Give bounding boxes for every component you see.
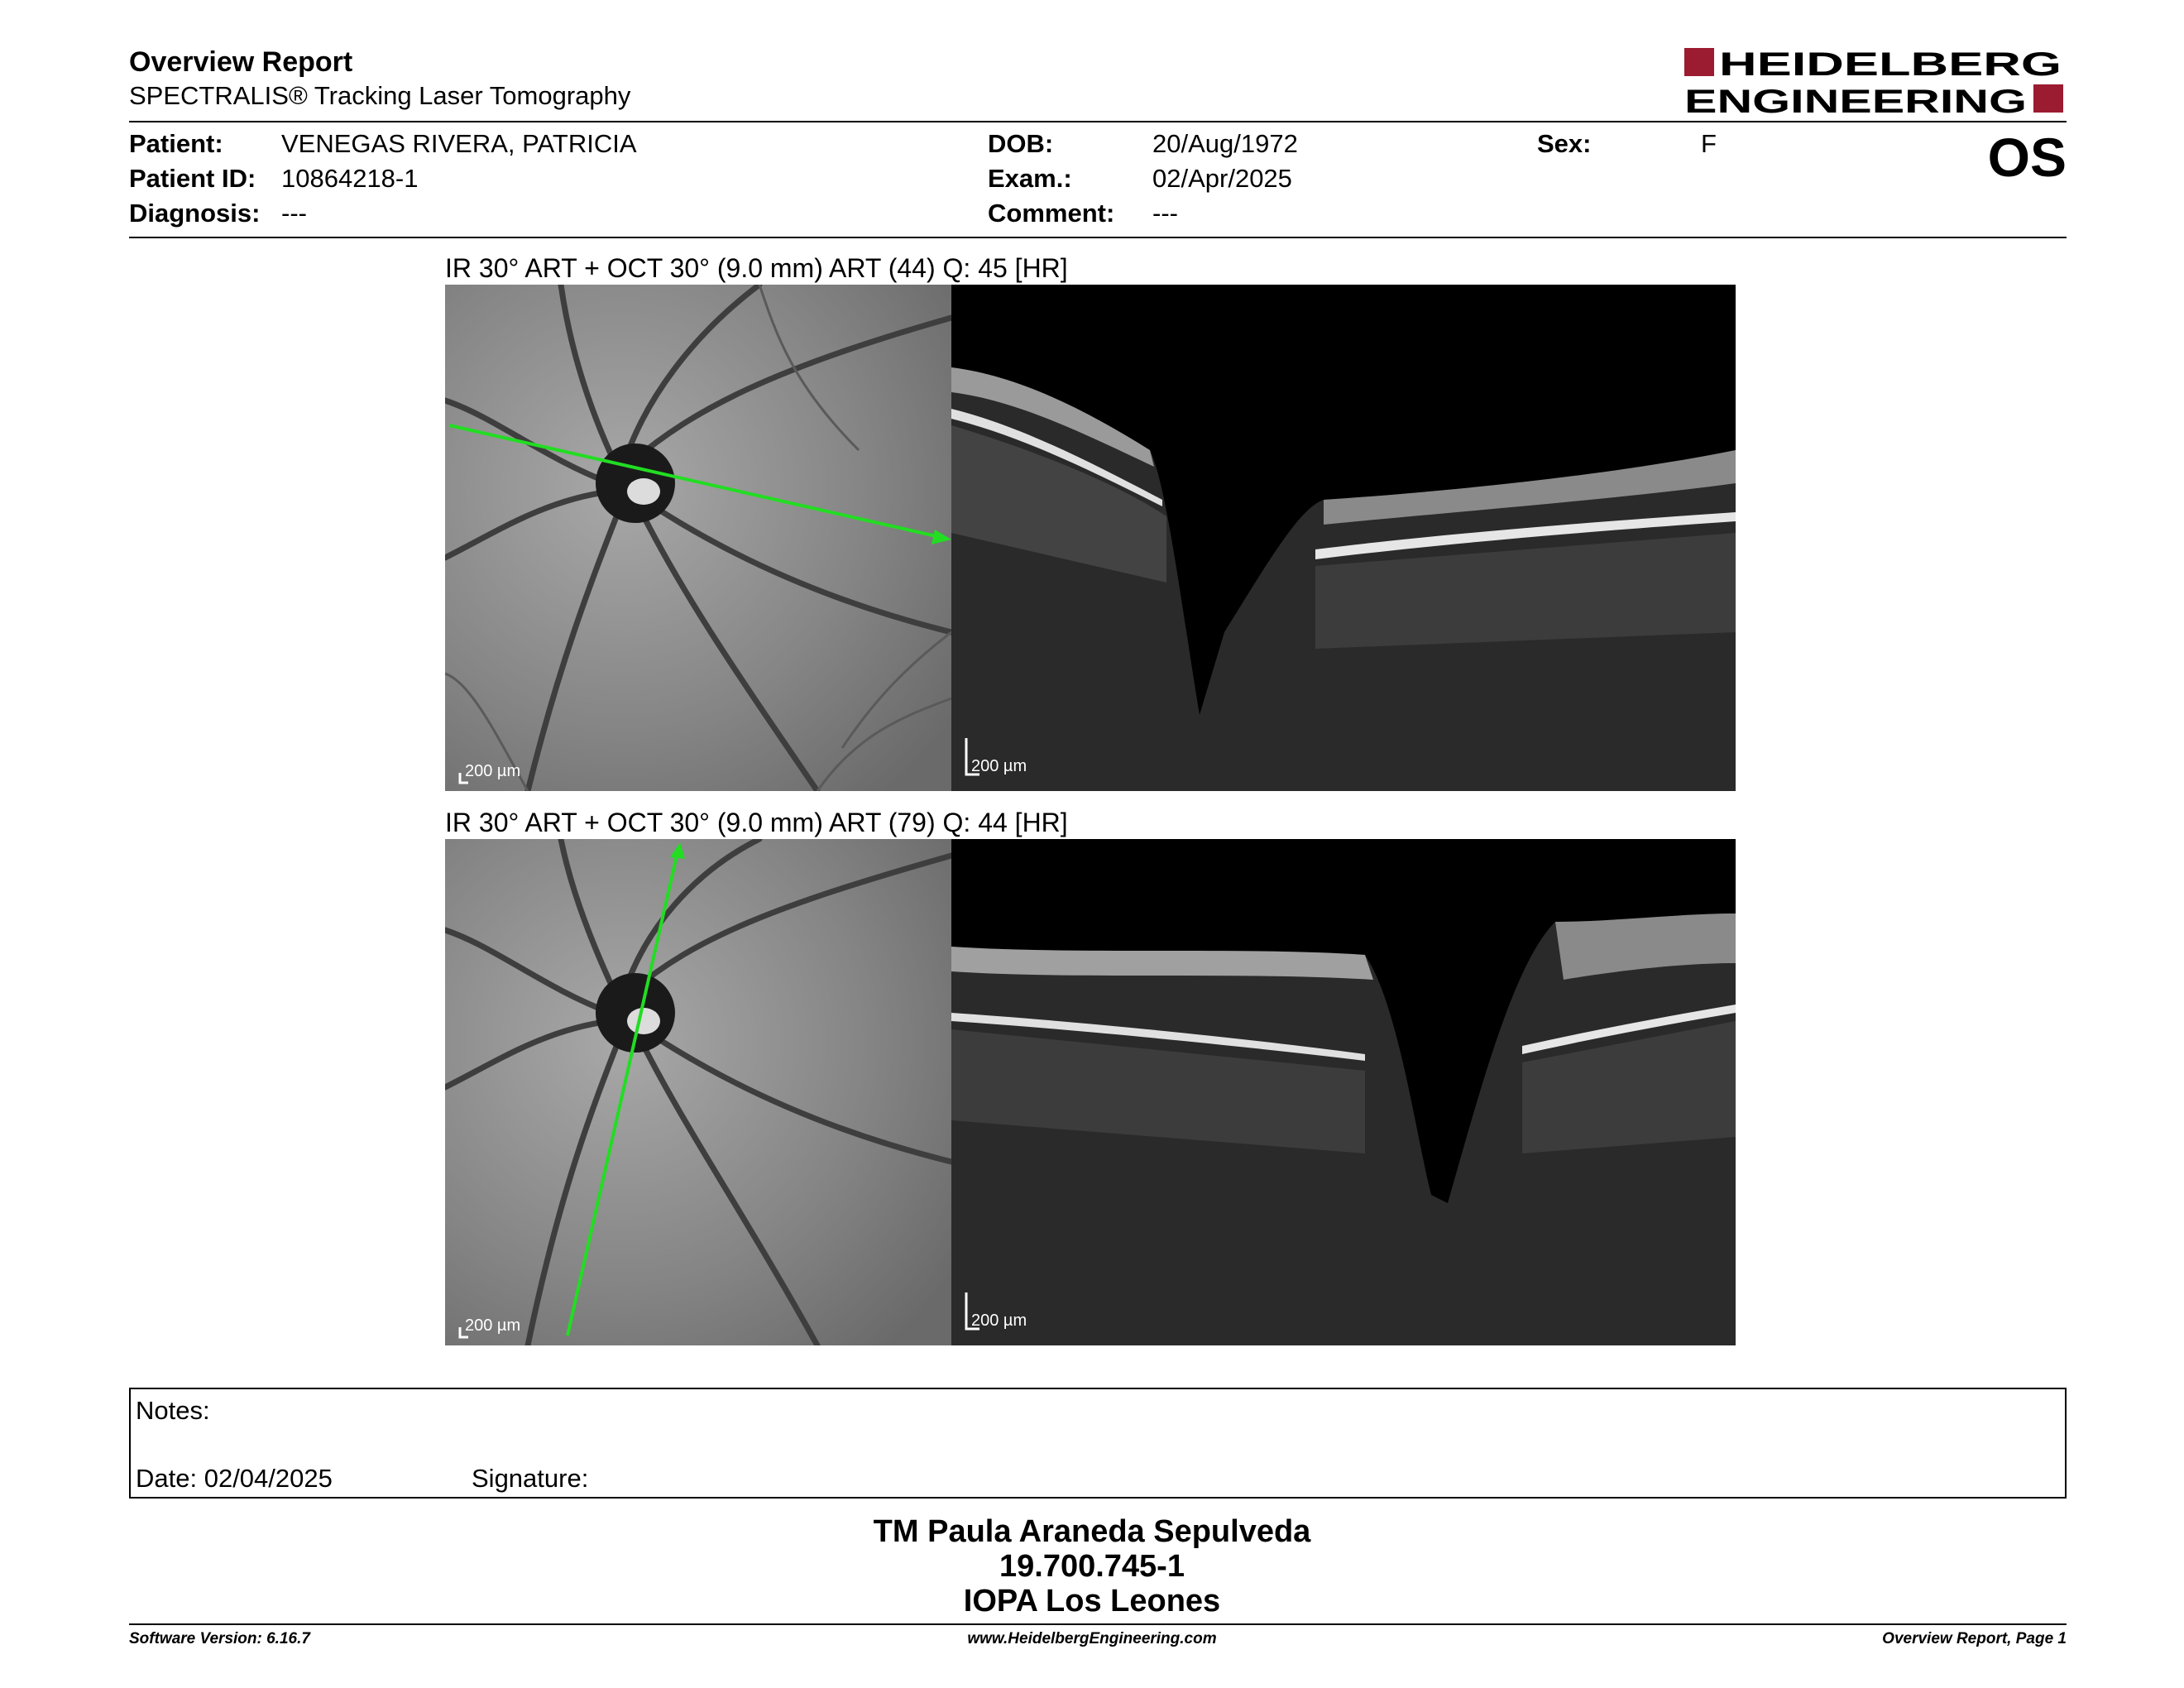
exam-label: Exam.:: [988, 164, 1072, 193]
scan-caption: IR 30° ART + OCT 30° (9.0 mm) ART (79) Q: 44 [HR]: [445, 808, 1068, 837]
oct-scale-label: 200 µm: [971, 1312, 1027, 1330]
diagnosis-value: ---: [281, 199, 307, 228]
notes-label: Notes:: [136, 1396, 210, 1425]
heidelberg-logo: [1684, 46, 2065, 116]
signatory-institution: IOPA Los Leones: [963, 1584, 1221, 1618]
diagnosis-label: Diagnosis:: [129, 199, 261, 228]
fundus-scale-label: 200 µm: [465, 1316, 521, 1335]
fundus-scale-label: 200 µm: [465, 762, 521, 780]
notes-box[interactable]: [129, 1388, 2067, 1499]
logo-line-1: HEIDELBERG: [1719, 46, 2062, 83]
oct-bscan: [951, 285, 1736, 791]
dob-value: 20/Aug/1972: [1152, 129, 1298, 158]
eye-laterality: OS: [1987, 127, 2067, 188]
page-number: Overview Report, Page 1: [1882, 1630, 2067, 1647]
report-title: Overview Report: [129, 46, 353, 78]
sex-label: Sex:: [1537, 129, 1592, 158]
oct-bscan: [951, 839, 1736, 1345]
dob-label: DOB:: [988, 129, 1054, 158]
fundus-image: [445, 839, 951, 1345]
exam-value: 02/Apr/2025: [1152, 164, 1292, 193]
patient-divider: [129, 237, 2067, 238]
sex-value: F: [1701, 129, 1717, 158]
website-link[interactable]: www.HeidelbergEngineering.com: [967, 1630, 1217, 1647]
report-subtitle: SPECTRALIS® Tracking Laser Tomography: [129, 81, 631, 110]
software-version: Software Version: 6.16.7: [129, 1630, 310, 1647]
header-divider: [129, 121, 2067, 122]
comment-label: Comment:: [988, 199, 1115, 228]
date-label: Date: 02/04/2025: [136, 1464, 333, 1493]
patient-label: Patient:: [129, 129, 223, 158]
logo-line-2: ENGINEERING: [1684, 84, 2027, 116]
signatory-name: TM Paula Araneda Sepulveda: [873, 1514, 1311, 1549]
patient-id-value: 10864218-1: [281, 164, 419, 193]
patient-id-label: Patient ID:: [129, 164, 256, 193]
comment-value: ---: [1152, 199, 1178, 228]
footer-divider: [129, 1623, 2067, 1625]
oct-scale-label: 200 µm: [971, 757, 1027, 775]
signature-label: Signature:: [472, 1464, 589, 1493]
fundus-image: [445, 285, 951, 791]
signatory-id: 19.700.745-1: [999, 1549, 1185, 1584]
scan-caption: IR 30° ART + OCT 30° (9.0 mm) ART (44) Q: 45 [HR]: [445, 253, 1068, 283]
patient-name: VENEGAS RIVERA, PATRICIA: [281, 129, 637, 158]
